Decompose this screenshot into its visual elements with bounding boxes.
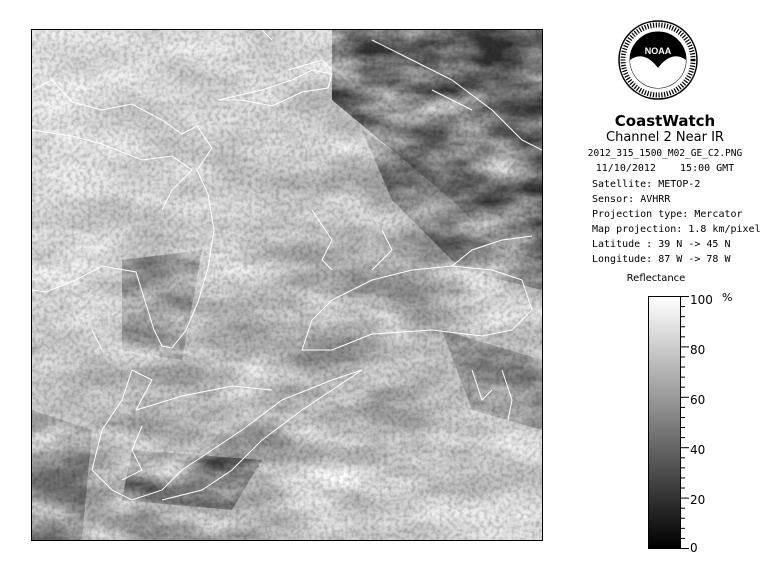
meta-sensor <box>592 193 670 206</box>
legend-title: Reflectance <box>626 273 686 284</box>
meta-label: Projection type: <box>592 209 689 220</box>
tick-label-0: 0 <box>690 541 698 555</box>
meta-map-projection <box>592 223 761 236</box>
tick-label-20: 20 <box>690 493 706 507</box>
meta-latitude <box>592 238 731 251</box>
tick-label-100: 100 <box>690 293 713 307</box>
meta-value: Mercator <box>694 209 743 220</box>
meta-value: METOP-2 <box>658 179 701 190</box>
meta-satellite <box>592 178 700 191</box>
logo-text: NOAA <box>644 46 672 56</box>
tick-label-60: 60 <box>690 393 706 407</box>
image-filename: 2012_315_1500_M02_GE_C2.PNG <box>587 148 743 159</box>
meta-label: Longitude: <box>592 254 653 265</box>
image-datetime: 11/10/2012 15:00 GMT <box>595 163 735 174</box>
colorbar-ticks <box>681 296 691 549</box>
meta-value: 39 N -> 45 N <box>658 239 731 250</box>
reflectance-colorbar <box>648 296 681 549</box>
legend-unit: % <box>722 291 733 304</box>
meta-label: Sensor: <box>592 194 635 205</box>
tick-label-80: 80 <box>690 343 706 357</box>
tick-label-40: 40 <box>690 443 706 457</box>
satellite-image <box>32 30 542 540</box>
meta-value: AVHRR <box>640 194 671 205</box>
meta-projection-type <box>592 208 743 221</box>
meta-value: 1.8 km/pixel <box>688 224 761 235</box>
meta-value: 87 W -> 78 W <box>658 254 731 265</box>
meta-label: Satellite: <box>592 179 653 190</box>
noaa-logo-icon <box>618 20 698 106</box>
meta-label: Map projection: <box>592 224 683 235</box>
satellite-map[interactable] <box>31 29 543 541</box>
meta-label: Latitude : <box>592 239 653 250</box>
product-title: CoastWatch <box>614 112 716 130</box>
meta-longitude <box>592 253 731 266</box>
channel-label: Channel 2 Near IR <box>606 130 724 145</box>
